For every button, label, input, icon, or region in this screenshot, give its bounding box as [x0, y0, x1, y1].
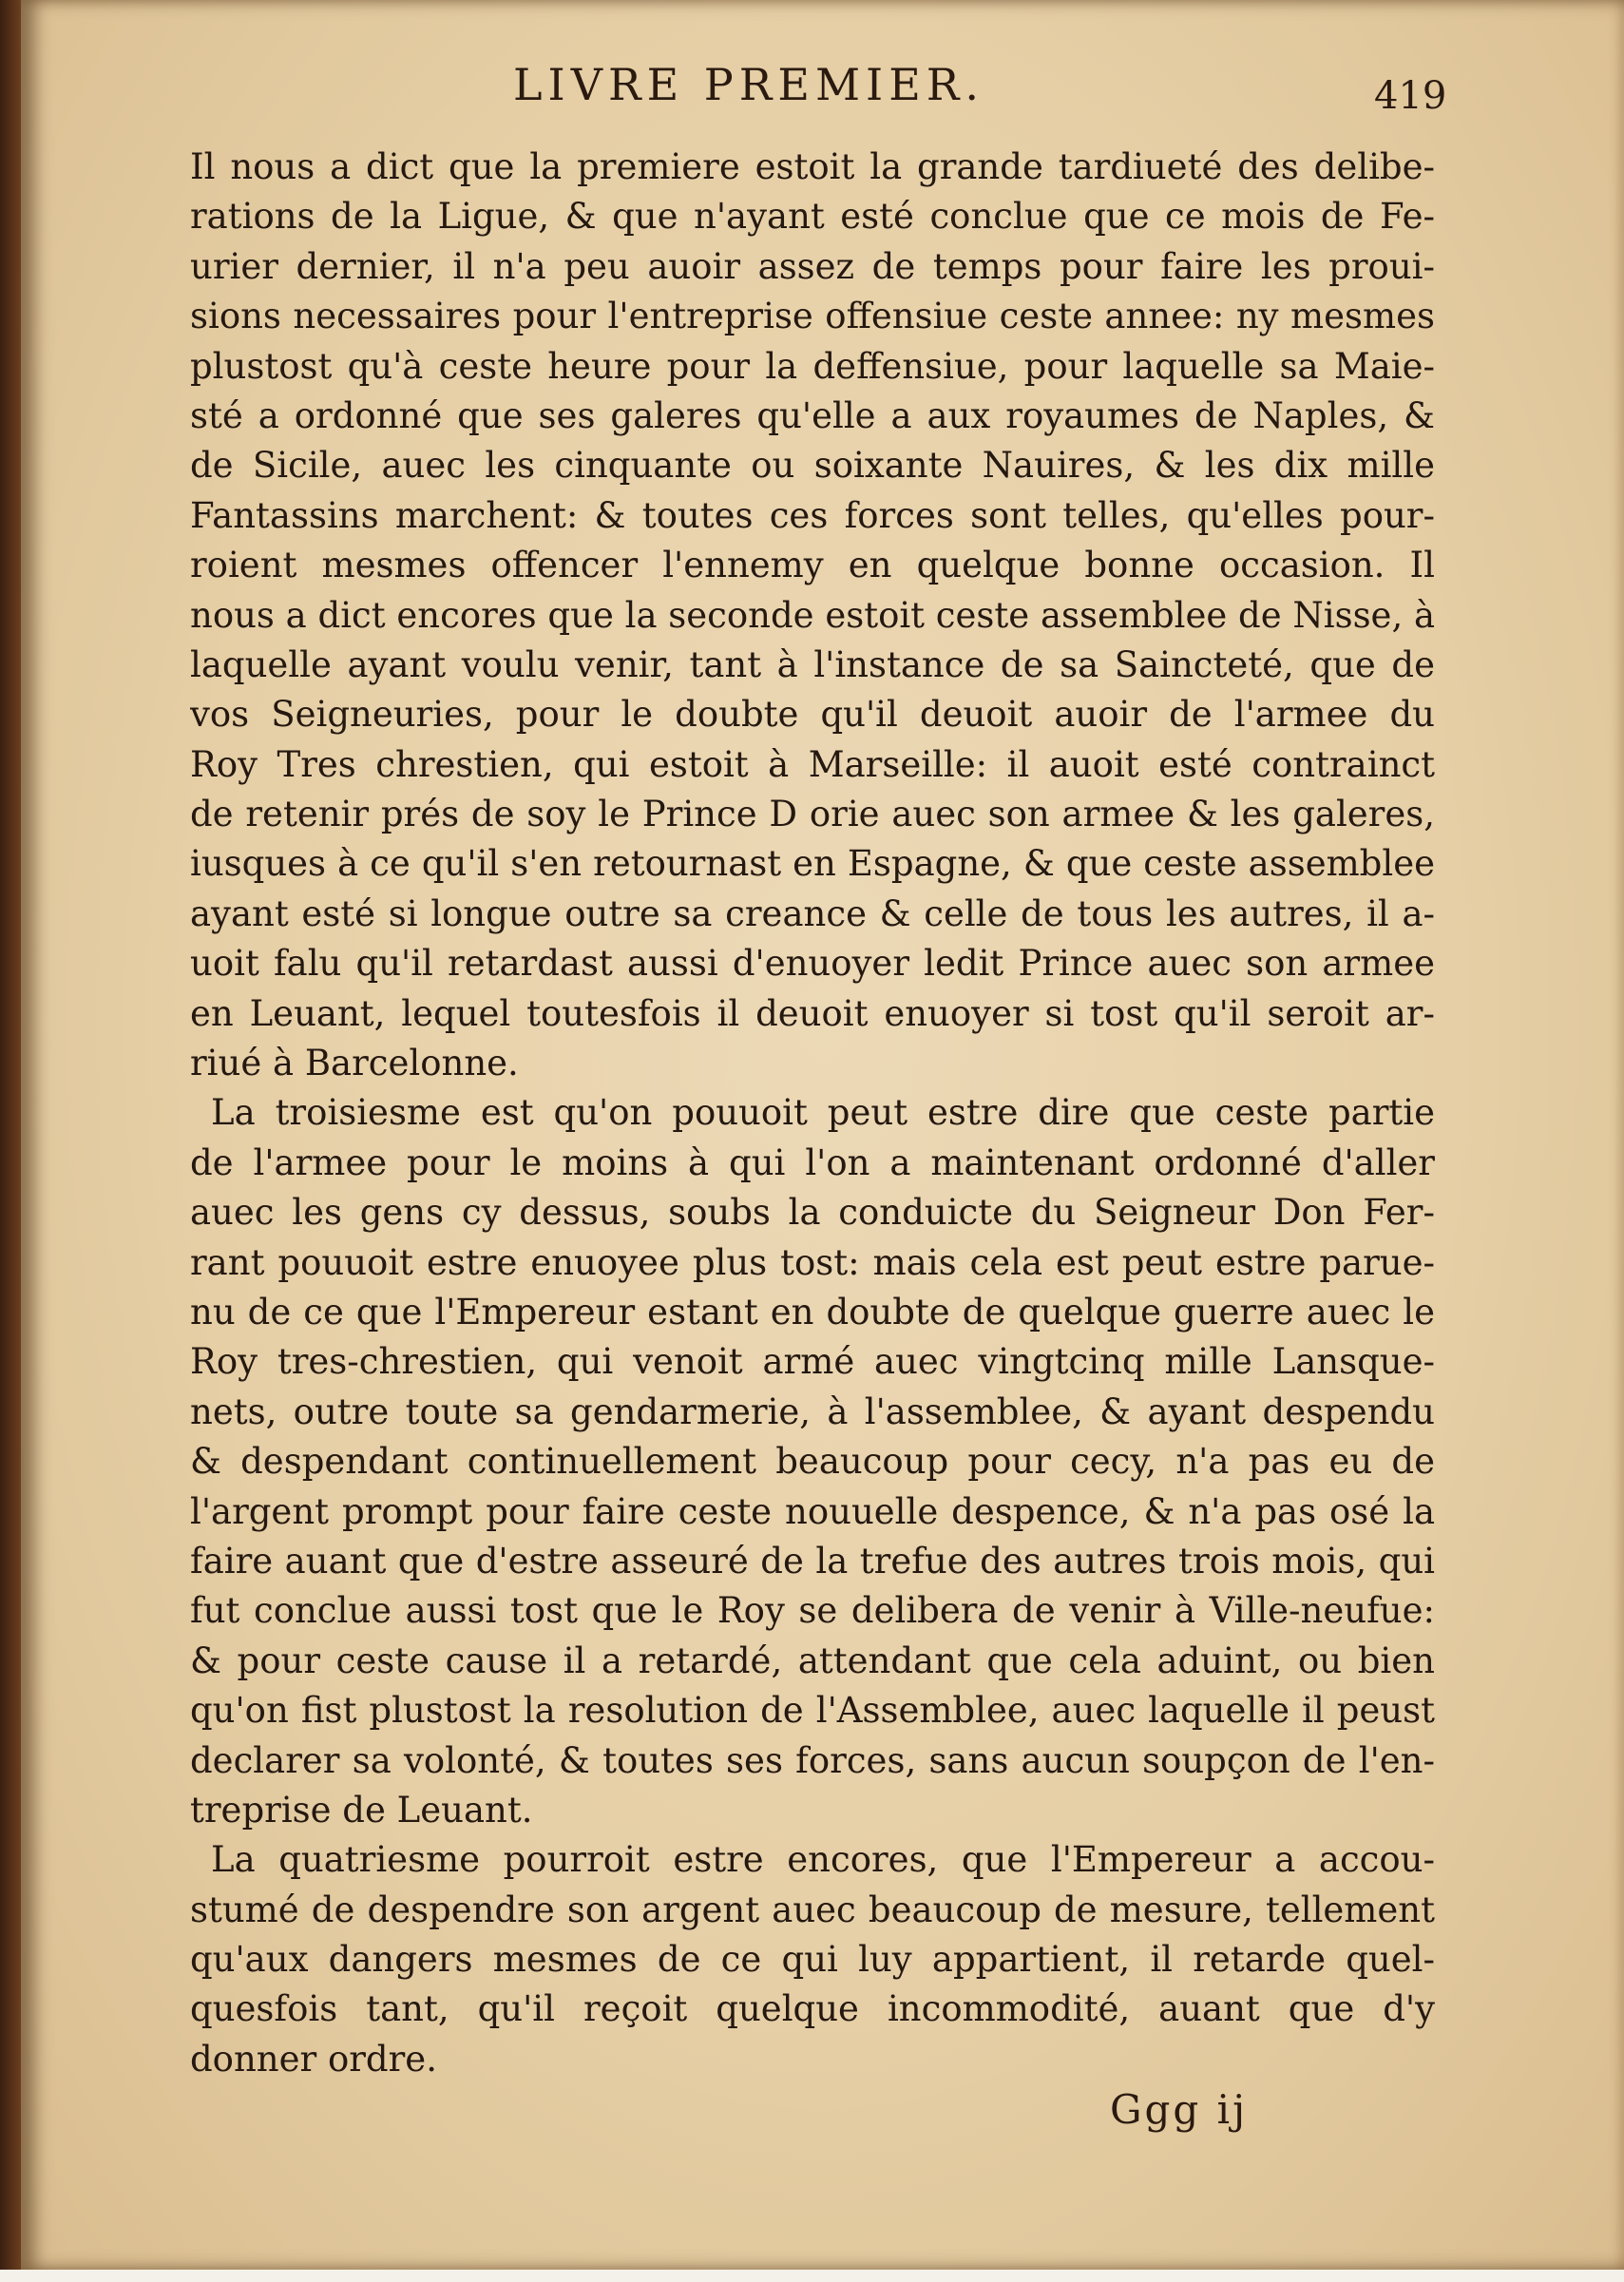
signature-mark: Ggg ij: [1110, 2086, 1249, 2133]
text-line: stumé de despendre son argent auec beaucoup de mesure, tellement: [190, 1889, 1435, 1930]
text-line: La quatriesme pourroit estre encores, que l'Empereur a accou-: [211, 1839, 1435, 1881]
text-line: uoit falu qu'il retardast aussi d'enuoyer ledit Prince auec son armee: [190, 943, 1435, 985]
body-text: [190, 143, 1435, 2084]
text-line: nous a dict encores que la seconde estoit ceste assemblee de Nisse, à: [190, 594, 1435, 636]
text-line: vos Seigneuries, pour le doubte qu'il deuoit auoir de l'armee du: [190, 694, 1435, 736]
text-line: qu'aux dangers mesmes de ce qui luy appartient, il retarde quel-: [190, 1939, 1435, 1981]
text-line: rations de la Ligue, & que n'ayant esté conclue que ce mois de Fe-: [190, 196, 1435, 238]
text-line: urier dernier, il n'a peu auoir assez de temps pour faire les proui-: [190, 245, 1435, 287]
page-number: 419: [1374, 74, 1447, 118]
text-line: declarer sa volonté, & toutes ses forces, sans aucun soupçon de l'en-: [190, 1739, 1435, 1781]
text-line: faire auant que d'estre asseuré de la trefue des autres trois mois, qui: [190, 1540, 1435, 1582]
text-line: plustost qu'à ceste heure pour la deffensiue, pour laquelle sa Maie-: [190, 345, 1435, 387]
text-line: riué à Barcelonne.: [190, 1043, 519, 1084]
text-line: La troisiesme est qu'on pouuoit peut estre dire que ceste partie: [211, 1092, 1435, 1134]
text-line: ayant esté si longue outre sa creance & celle de tous les autres, il a-: [190, 892, 1435, 934]
text-line: auec les gens cy dessus, soubs la conduicte du Seigneur Don Fer-: [190, 1192, 1435, 1234]
text-line: & despendant continuellement beaucoup pour cecy, n'a pas eu de: [190, 1441, 1435, 1483]
text-line: de l'armee pour le moins à qui l'on a maintenant ordonné d'aller: [190, 1141, 1435, 1183]
text-line: qu'on fist plustost la resolution de l'Assemblee, auec laquelle il peust: [190, 1690, 1435, 1732]
text-line: treprise de Leuant.: [190, 1789, 533, 1831]
text-line: roient mesmes offencer l'ennemy en quelque bonne occasion. Il: [190, 545, 1435, 586]
running-head-title: LIVRE PREMIER.: [513, 59, 985, 110]
text-line: de retenir prés de soy le Prince D orie auec son armee & les galeres,: [190, 794, 1435, 835]
text-line: nu de ce que l'Empereur estant en doubte de quelque guerre auec le: [190, 1291, 1435, 1333]
text-line: sions necessaires pour l'entreprise offensiue ceste annee: ny mesmes: [190, 296, 1435, 337]
text-line: quesfois tant, qu'il reçoit quelque incommodité, auant que d'y: [190, 1988, 1435, 2030]
text-line: donner ordre.: [190, 2038, 437, 2080]
text-line: Il nous a dict que la premiere estoit la grande tardiueté des delibe-: [190, 146, 1435, 187]
text-line: nets, outre toute sa gendarmerie, à l'assemblee, & ayant despendu: [190, 1390, 1435, 1432]
text-line: l'argent prompt pour faire ceste nouuelle despence, & n'a pas osé la: [190, 1490, 1435, 1532]
text-line: laquelle ayant voulu venir, tant à l'instance de sa Saincteté, que de: [190, 643, 1435, 685]
text-line: & pour ceste cause il a retardé, attendant que cela aduint, ou bien: [190, 1640, 1435, 1681]
text-line: de Sicile, auec les cinquante ou soixante Nauires, & les dix mille: [190, 445, 1435, 487]
text-line: sté a ordonné que ses galeres qu'elle a aux royaumes de Naples, &: [190, 394, 1435, 436]
text-line: fut conclue aussi tost que le Roy se delibera de venir à Ville-neufue:: [190, 1590, 1435, 1632]
binding-gutter: [0, 0, 21, 2270]
text-line: rant pouuoit estre enuoyee plus tost: mais cela est peut estre paruе-: [190, 1241, 1435, 1283]
text-line: Fantassins marchent: & toutes ces forces sont telles, qu'elles pour-: [190, 494, 1435, 536]
text-line: iusques à ce qu'il s'en retournast en Espagne, & que ceste assemblee: [190, 843, 1435, 885]
text-line: Roy Tres chrestien, qui estoit à Marseille: il auoit esté contrainct: [190, 743, 1435, 785]
running-head: [0, 59, 1624, 135]
text-line: Roy tres-chrestien, qui venoit armé auec vingtcinq mille Lansque-: [190, 1341, 1435, 1383]
text-line: en Leuant, lequel toutesfois il deuoit enuoyer si tost qu'il seroit ar-: [190, 992, 1435, 1034]
